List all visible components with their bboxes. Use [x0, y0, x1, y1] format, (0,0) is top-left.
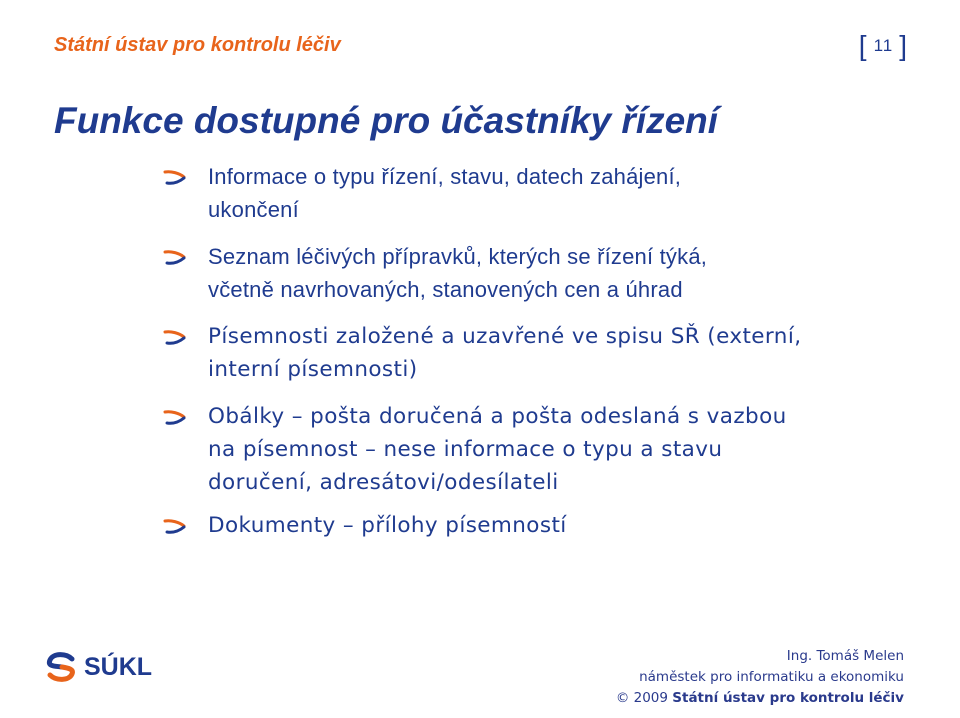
footer-copyright	[616, 688, 904, 709]
bullet-list	[162, 160, 902, 556]
bullet-item	[162, 320, 902, 386]
bullet-line: Informace o typu řízení, stavu, datech zahájení,	[208, 164, 682, 189]
bullet-line: na písemnost – nese informace o typu a stavu	[208, 437, 723, 462]
swoosh-icon	[162, 517, 188, 535]
footer-copyright-prefix: © 2009	[615, 690, 668, 706]
logo-text: SÚKL	[84, 652, 153, 681]
slide-title: Funkce dostupné pro účastníky řízení	[54, 100, 719, 141]
bullet-line: Dokumenty – přílohy písemností	[208, 513, 567, 538]
bullet-line: doručení, adresátovi/odesílateli	[208, 470, 559, 495]
bracket-open: [	[858, 30, 868, 61]
header-organization: Státní ústav pro kontrolu léčiv	[54, 34, 341, 56]
bullet-line: interní písemnosti)	[208, 357, 418, 382]
bullet-item	[162, 240, 902, 306]
swoosh-icon	[162, 248, 188, 266]
swoosh-icon	[162, 328, 188, 346]
bullet-item	[162, 509, 902, 542]
footer-author: Ing. Tomáš Melen	[786, 648, 904, 664]
footer-organization: Státní ústav pro kontrolu léčiv	[672, 690, 904, 706]
bullet-line: včetně navrhovaných, stanovených cen a úhrad	[208, 277, 683, 302]
swoosh-icon	[162, 168, 188, 186]
footer	[616, 646, 904, 709]
bullet-line: ukončení	[208, 197, 299, 222]
bullet-item	[162, 160, 902, 226]
sukl-logo-icon	[44, 650, 78, 684]
bullet-line: Písemnosti založené a uzavřené ve spisu SŘ (externí,	[208, 324, 802, 349]
swoosh-icon	[162, 408, 188, 426]
bullet-line: Obálky – pošta doručená a pošta odeslaná s vazbou	[208, 404, 787, 429]
bracket-close: ]	[899, 30, 908, 61]
page-number-value: 11	[873, 36, 894, 55]
bullet-item	[162, 400, 902, 499]
footer-role: náměstek pro informatiku a ekonomiku	[639, 669, 904, 685]
sukl-logo	[44, 650, 152, 684]
page-number	[859, 30, 908, 62]
bullet-line: Seznam léčivých přípravků, kterých se řízení týká,	[208, 244, 708, 269]
